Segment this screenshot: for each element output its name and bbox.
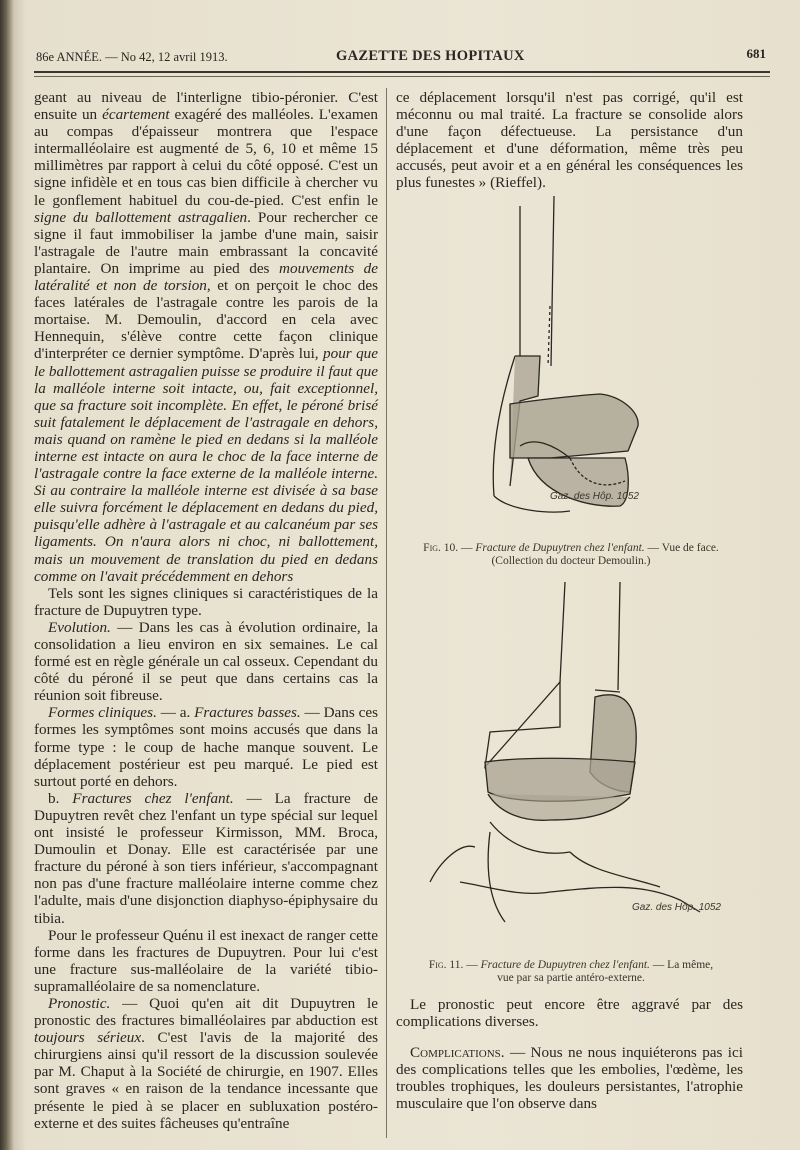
paragraph-deplacement: ce déplacement lorsqu'il n'est pas corrigé, qu'il est méconnu ou mal traité. La fracture se consolide alors d'une façon défectueuse. La persistance d'un déplacement et d'une déformation, même très peu accusés, peut avoir et a en général les conséquences les plus funestes » (Rieffel). — [396, 89, 743, 192]
figure-10-caption: Fig. 10. — Fracture de Dupuytren chez l'enfant. — Vue de face. (Collection du docteur Demoulin.) — [423, 542, 719, 567]
paragraph-pronostic: Pronostic. — Quoi qu'en ait dit Dupuytren le pronostic des fractures bimalléolaires par abduction est toujours sérieux. C'est l'avis de la majorité des chirurgiens ainsi qu'il ressort de la discussion soulevée par M. Chaput à la Société de chirurgie, en 1907. Elles sont graves « en raison de la tendance incessante que présente le pied à se placer en subluxation postéro-externe et des suites fâcheuses qu'entraîne — [34, 994, 378, 1132]
header-rule-thin — [34, 76, 770, 77]
figure-11-credit: Gaz. des Hôp. 1052 — [632, 902, 721, 913]
right-column-top — [396, 89, 743, 192]
paragraph-summary: Tels sont les signes cliniques si caractéristiques de la fracture de Dupuytren type. — [34, 584, 378, 619]
column-divider — [386, 88, 387, 1138]
issue-line: 86e ANNÉE. — No 42, 12 avril 1913. — [36, 50, 228, 64]
right-column-bottom — [396, 996, 743, 1113]
journal-title: GAZETTE DES HOPITAUX — [336, 48, 525, 64]
paragraph-complications: Complications. — Nous ne nous inquiéterons pas ici des complications telles que les embolies, l'œdème, les troubles trophiques, les douleurs persistantes, l'atrophie musculaire que l'on observe dans — [396, 1044, 743, 1113]
paragraph-quenu: Pour le professeur Quénu il est inexact de ranger cette forme dans les fractures de Dupuytren. Pour lui c'est une fracture sus-malléolaire de la variété tibio-supramalléolaire de sa nomenclature. — [34, 926, 378, 995]
paragraph-signs: geant au niveau de l'interligne tibio-péronier. C'est ensuite un écartement exagéré des malléoles. L'examen au compas d'épaisseur montrera que l'espace intermalléolaire est augmenté de 5, 6, 10 et même 15 millimètres par rapport à celui du côté opposé. C'est un signe infidèle et en tous cas bien difficile à chercher vu le gonflement habituel du cou-de-pied. C'est enfin le signe du ballottement astragalien. Pour rechercher ce signe il faut immobiliser la jambe d'une main, saisir l'astragale de l'autre main embrassant la concavité plantaire. On imprime au pied des mouvements de latéralité et non de torsion, et on perçoit le choc des faces latérales de l'astragale contre les parois de la mortaise. M. Demoulin, d'accord en cela avec Hennequin, s'élève contre cette façon clinique d'interpréter ce dernier symptôme. D'après lui, pour que le ballottement astragalien puisse se produire il faut que la malléole interne soit intacte, ou, fait exceptionnel, que sa fracture soit incomplète. En effet, le péroné brisé suit fatalement le déplacement de l'astragale en dehors, mais quand on ramène le pied en dedans si la malléole interne est intacte on aura le choc de la face interne de l'astragale contre la face externe de la malléole interne. Si au contraire la malléole interne est divisée à sa base elle suivra forcément le déplacement en dedans du pied, puisqu'elle adhère à l'astragale et au calcanéum par ses ligaments. On n'aura alors ni choc, ni ballottement, mais un mouvement de translation du pied en dedans comme on l'avait précédemment en dehors — [34, 89, 379, 585]
figure-10-credit: Gaz. des Hôp. 1052 — [550, 491, 639, 502]
figure-11-illustration — [430, 582, 721, 942]
paragraph-formes: Formes cliniques. — a. Fractures basses. — Dans ces formes les symptômes sont moins accusés que dans la forme type : le coup de hache manque souvent. Le déplacement postérieur est peu marqué. Le pied est surtout porté en dehors. — [34, 704, 379, 790]
page-header — [36, 46, 770, 68]
header-rule — [34, 71, 770, 73]
paragraph-evolution: Evolution. — Dans les cas à évolution ordinaire, la consolidation a lieu environ en six semaines. Le cal formé est en règle générale un cal osseux. Cependant du côté du péroné il se peut que dans certains cas la réunion soit fibreuse. — [34, 618, 378, 705]
figure-11-caption: Fig. 11. — Fracture de Dupuytren chez l'enfant. — La même, vue par sa partie antéro-externe. — [428, 959, 714, 984]
figure-10-illustration — [480, 196, 650, 526]
left-column — [34, 89, 378, 1132]
paragraph-enfant: b. Fractures chez l'enfant. — La fracture de Dupuytren revêt chez l'enfant un type spécial sur lequel ont insisté le professeur Kirmisson, MM. Broca, Dumoulin et Donay. Elle est caractérisée par une fracture du péroné à son tiers inférieur, s'accompagnant non pas d'une fracture malléolaire interne comme chez l'adulte, mais d'une disjonction diaphyso-épiphysaire du tibia. — [34, 789, 379, 927]
paragraph-pronostic-aggrave: Le pronostic peut encore être aggravé par des complications diverses. — [396, 996, 743, 1031]
page-number: 681 — [746, 46, 766, 61]
